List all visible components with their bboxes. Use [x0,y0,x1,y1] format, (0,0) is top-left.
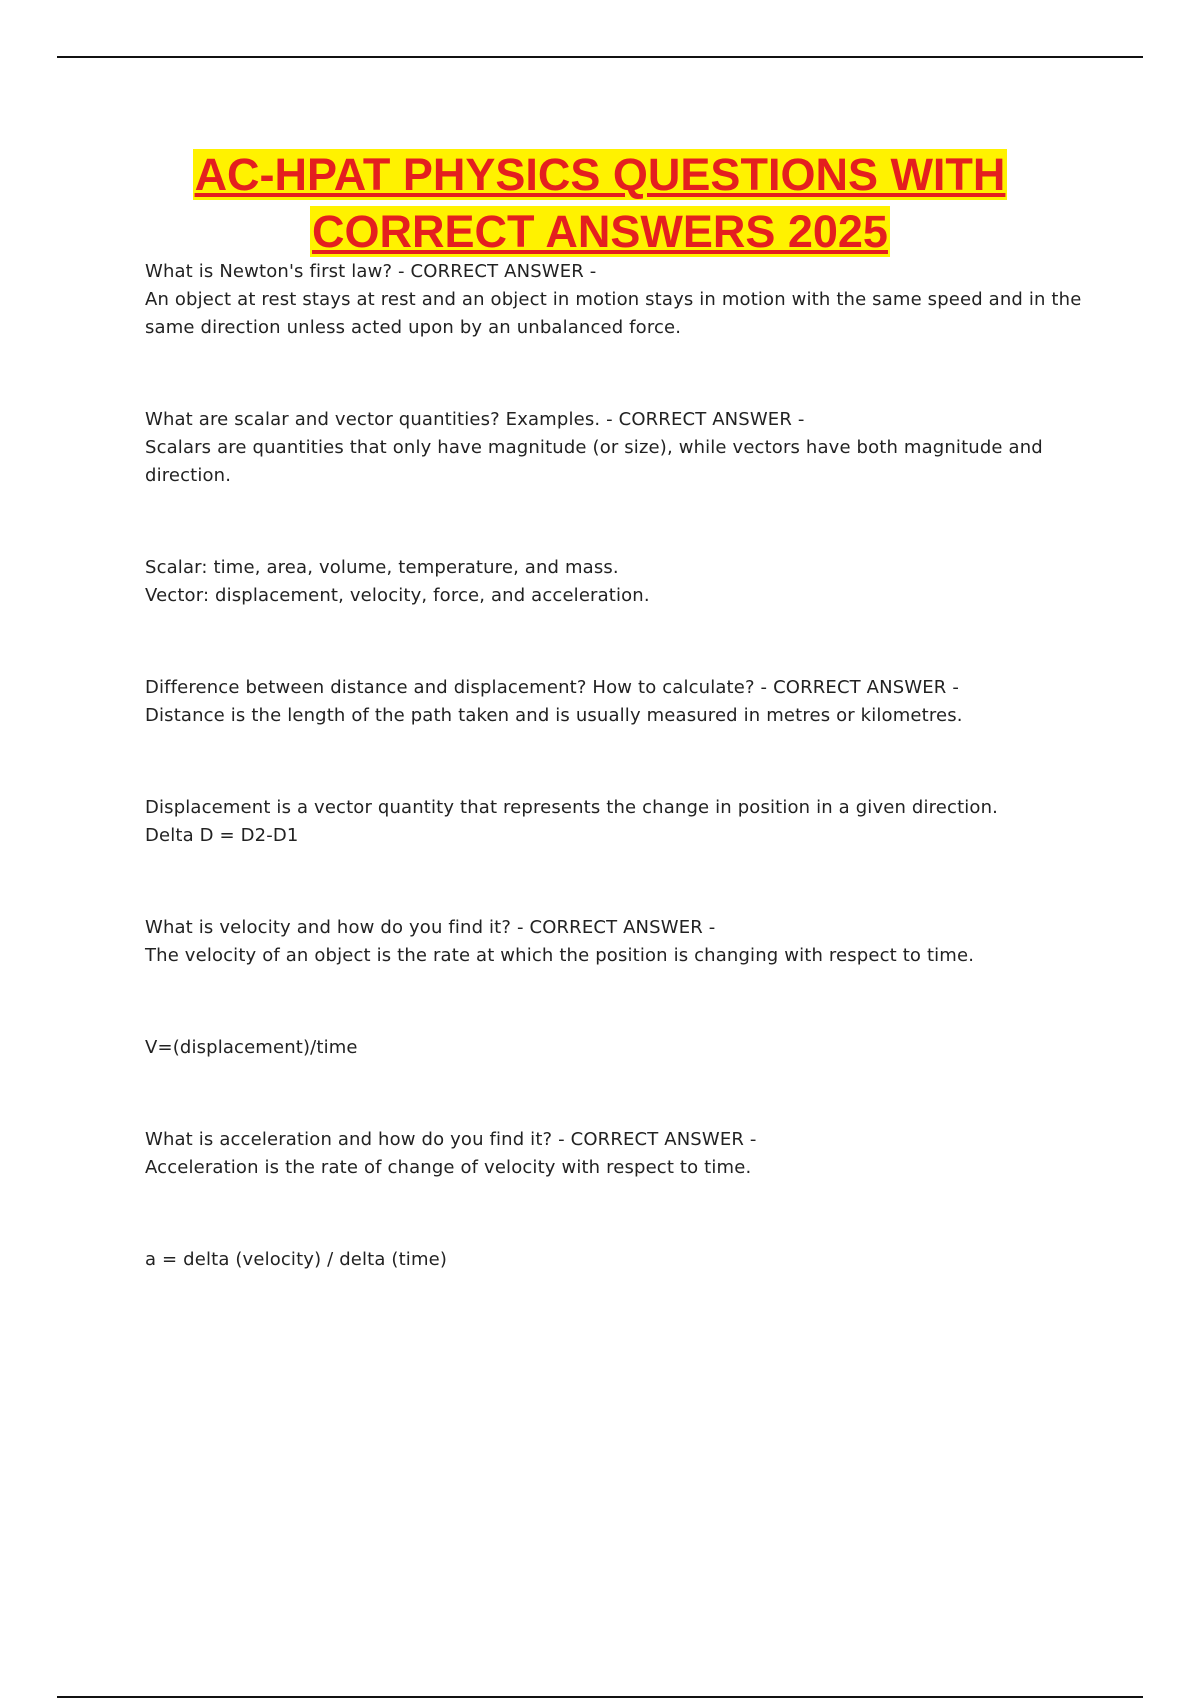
question-text: What is acceleration and how do you find it? - CORRECT ANSWER - [145,1129,757,1150]
answer-detail: Vector: displacement, velocity, force, and acceleration. [145,585,650,606]
answer-text: The velocity of an object is the rate at which the position is changing with respect to time. [145,945,975,966]
document-title [0,146,1200,260]
question-text: What are scalar and vector quantities? Examples. - CORRECT ANSWER - [145,409,805,430]
qa-item [145,674,1085,850]
formula-text: V=(displacement)/time [145,1037,358,1058]
qa-item [145,406,1085,610]
formula-text: Delta D = D2-D1 [145,825,299,846]
title-line-1: AC-HPAT PHYSICS QUESTIONS WITH [194,149,1006,200]
answer-text: An object at rest stays at rest and an object in motion stays in motion with the same speed and in the same direction unless acted upon by an unbalanced force. [145,289,1082,338]
question-text: Difference between distance and displacement? How to calculate? - CORRECT ANSWER - [145,677,959,698]
title-line-2: CORRECT ANSWERS 2025 [312,206,888,257]
answer-detail: Scalar: time, area, volume, temperature, and mass. [145,557,619,578]
answer-detail: Displacement is a vector quantity that represents the change in position in a given direction. [145,797,999,818]
document-body [145,258,1085,1274]
formula-text: a = delta (velocity) / delta (time) [145,1249,448,1270]
answer-text: Scalars are quantities that only have magnitude (or size), while vectors have both magnitude and direction. [145,437,1043,486]
bottom-divider [57,1696,1143,1698]
top-divider [57,56,1143,58]
answer-text: Acceleration is the rate of change of velocity with respect to time. [145,1157,752,1178]
qa-item [145,1126,1085,1274]
qa-item [145,258,1085,342]
question-text: What is velocity and how do you find it? - CORRECT ANSWER - [145,917,716,938]
question-text: What is Newton's first law? - CORRECT ANSWER - [145,261,597,282]
answer-text: Distance is the length of the path taken and is usually measured in metres or kilometres. [145,705,963,726]
qa-item [145,914,1085,1062]
